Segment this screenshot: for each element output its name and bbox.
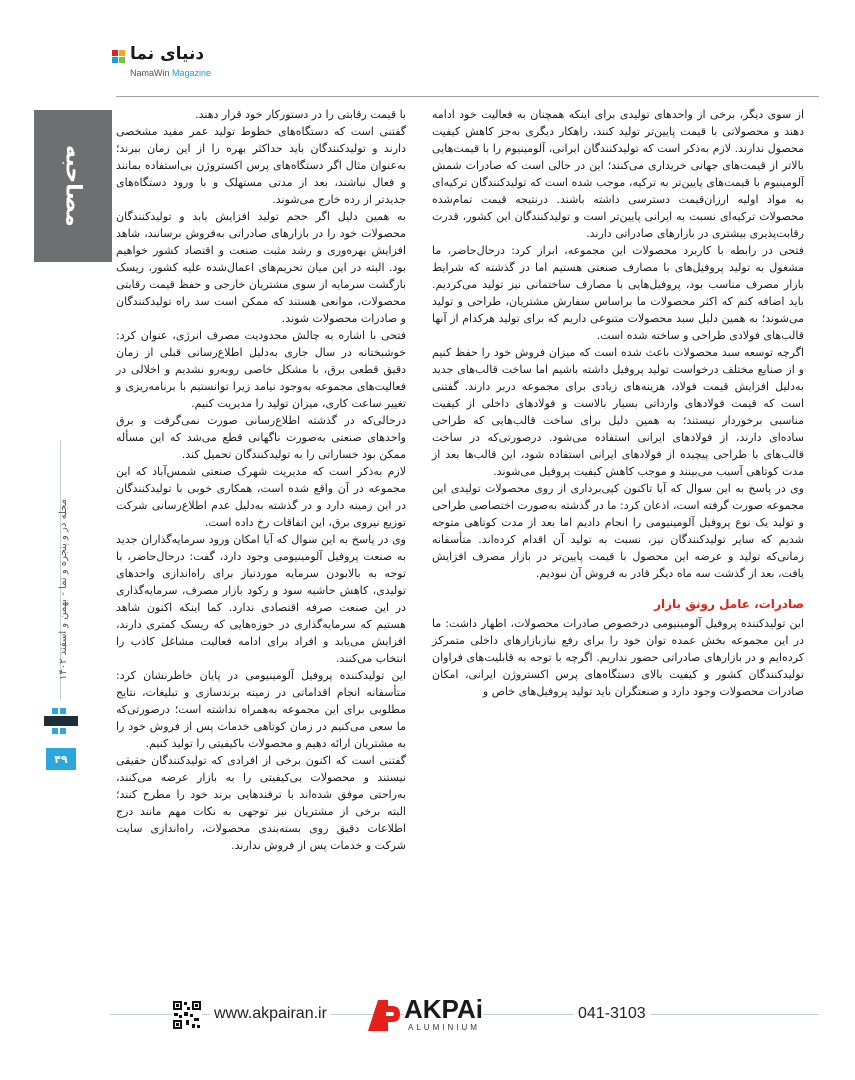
header-divider bbox=[116, 96, 819, 97]
section-tab bbox=[34, 110, 112, 262]
section-heading: صادرات، عامل رونق بازار bbox=[654, 597, 804, 611]
logo-subtitle: NamaWin Magazine bbox=[130, 68, 212, 78]
brand-name: AKPAi bbox=[404, 994, 483, 1024]
akpai-logo-icon bbox=[366, 998, 402, 1032]
paragraph: این تولیدکننده پروفیل آلومینیومی درخصوص صادرات محصولات، اظهار داشت: ما در این مجموعه بخش عمده توان خود را برای رفع نیازبازارهای داخلی متمرکز کرده‌ایم و در بازارهای صادراتی حضور نداریم. اگرچه با توجه به قابلیت‌های فراوان تولیدکنندگان کشور و کیفیت بالای دستگاه‌های پرس اکستروژن ایرانی، امکان صادرات محصولات وجود دارد و صنعتگران باید تولید پروفیل‌های خاص و bbox=[432, 617, 804, 698]
paragraph: اگرچه توسعه سبد محصولات باعث شده است که میزان فروش خود را حفظ کنیم و از صنایع مختلف درخواست تولید پروفیل داشته باشیم اما ساخت قالب‌های جدید به‌دلیل افزایش قیمت فولاد، هزینه‌های زیادی برای مجموعه دربر دارند. گفتنی است که قیمت فولادهای وارداتی بسیار بالاست و فولادهای داخلی از کیفیت مناسبی برخوردار نیستند؛ به همین دلیل برای ساخت قالب‌هایی که طراحی ساده‌ای دارند، از فولادهای ایرانی استفاده می‌شود. درصورتی‌که در ساخت قالب‌های با طراحی پیچیده از فولادهای ایرانی استفاده شود، این قالب‌ها بعد از مدت کوتاهی آسیب می‌بینند و موجب کاهش کیفیت پروفیل می‌شوند. bbox=[432, 346, 804, 478]
paragraph: از سوی دیگر، برخی از واحدهای تولیدی برای اینکه همچنان به فعالیت خود ادامه دهند و محصولاتی با قیمت پایین‌تر تولید کنند، راهکار دیگری به‌جز کاهش کیفیت محصول ندارند. لازم به‌ذکر است که تولیدکنندگان ایرانی، آلومینیوم را با قیمت‌هایی بالاتر از قیمت‌های جهانی خریداری می‌کنند؛ این در حالی است که صادرات شمش آلومینیوم با قیمت‌های پایین‌تر به ترکیه، موجب شده است که تولیدکنندگان ترکیه‌ای به مواد اولیه ارزان‌قیمت دسترسی داشته باشند. درنتیجه قیمت تمام‌شده محصولات ترکیه‌ای نسبت به ایرانی پایین‌تر است و تولیدکنندگان این کشور، قدرت رقابت‌پذیری بیشتری در بازارهای صادراتی دارند. bbox=[432, 108, 804, 240]
qr-code-icon bbox=[172, 1000, 202, 1030]
section-label: مصاحبه bbox=[60, 145, 86, 227]
article-column-right bbox=[432, 106, 804, 700]
paragraph: فتحی در رابطه با کاربرد محصولات این مجموعه، ابراز کرد: درحال‌حاضر، ما مشغول به تولید پروفیل‌های با مصارف صنعتی هستیم اما در گذشته که شرایط بازار مصرف مناسب بود، پروفیل‌هایی با مصارف ساختمانی نیز تولید می‌کردیم. باید اضافه کنم که اکثر محصولات ما براساس سفارش مشتریان، طراحی و تولید می‌شوند؛ به همین دلیل سبد محصولات متنوعی داریم که برای تولید هرکدام از آنها قالب‌های فولادی طراحی و ساخته شده است. bbox=[432, 244, 804, 342]
website-link[interactable]: www.akpairan.ir bbox=[210, 1005, 331, 1023]
magazine-badge-icon bbox=[44, 708, 78, 738]
paragraph: وی در پاسخ به این سوال که آیا تاکنون کپی‌برداری از روی محصولات تولیدی این مجموعه صورت گرفته است، اذعان کرد: ما در گذشته به‌صورت اختصاصی طراحی و تولید یک نوع پروفیل آلومینیومی را انجام دادیم اما بعد از مدت کوتاهی متوجه شدیم که سایر تولیدکنندگان نیز، نسبت به تولید آن اقدام کرده‌اند. متأسفانه زمانی‌که تولید و عرضه این محصول با قیمت پایین‌تر در بازار مصرف افزایش یافت، بعد از گذشت سه ماه دیگر قادر به فروش آن نبودیم. bbox=[432, 482, 804, 580]
paragraph: لازم به‌ذکر است که مدیریت شهرک صنعتی شمس‌آباد که این مجموعه در آن واقع شده است، همکاری خوبی با تولیدکنندگان در این زمینه دارد و در گذشته به‌دلیل عدم اطلاع‌رسانی شرکت توزیع نیروی برق، این اتفاقات رخ داده است. bbox=[116, 465, 406, 529]
brand-subtitle: ALUMINIUM bbox=[408, 1023, 480, 1032]
paragraph: گفتنی است که اکنون برخی از افرادی که تولیدکنندگان حقیقی نیستند و محصولات بی‌کیفیتی را به بازار عرضه می‌کنند، به‌راحتی موفق شده‌اند با ترفندهایی برند خود را مطرح کنند؛ البته برخی از مشتریان نیز توجهی به نکات مهم مانند درج اطلاعات دقیق روی بسته‌بندی محصولات، راه‌اندازی سایت شرکت و خدمات پس از فروش ندارند. bbox=[116, 754, 406, 852]
paragraph: با قیمت رقابتی را در دستورکار خود قرار دهند. bbox=[195, 108, 406, 121]
logo-mark-icon bbox=[112, 50, 126, 64]
phone-number: 041-3103 bbox=[574, 1005, 650, 1023]
magazine-logo bbox=[112, 44, 222, 90]
article-column-left bbox=[116, 106, 406, 854]
issue-line: مجله در و پنجره و نما - بهمن و اسفند ۱۴۰۲ bbox=[57, 499, 69, 681]
paragraph: فتحی با اشاره به چالش محدودیت مصرف انرژی، عنوان کرد: خوشبختانه در سال جاری به‌دلیل اطلاع‌رسانی قبلی از زمان دقیق قطعی برق، با مشکل خاصی روبه‌رو نشدیم و اخلالی در فعالیت‌های مجموعه به‌وجود نیامد زیرا توانستیم با برنامه‌ریزی و تغییر ساعت کاری، میزان تولید را مدیریت کنیم. bbox=[116, 329, 406, 410]
page-number: ۴۹ bbox=[46, 748, 76, 770]
paragraph: این تولیدکننده پروفیل آلومینیومی در پایان خاطرنشان کرد: متأسفانه انجام اقداماتی در زمینه برندسازی و تبلیغات، نتایج مطلوبی برای این مجموعه به‌همراه نداشته است؛ درصورتی‌که ما سعی می‌کنیم در زمان کوتاهی خدمات پس از فروش خود را به مشتریان ارائه دهیم و محصولات باکیفیتی را تولید کنیم. bbox=[116, 669, 406, 750]
logo-name: دنیای نما bbox=[130, 44, 205, 64]
paragraph: گفتنی است که دستگاه‌های خطوط تولید عمر مفید مشخصی دارند و تولیدکنندگان باید حداکثر بهره را از این زمان ببرند؛ به‌عنوان مثال اگر دستگاه‌های پرس اکستروژن بی‌استفاده بمانند و فعال نباشند، بعد از مدتی مستهلک و با ورود دستگاه‌های جدیدتر از رده خارج می‌شوند. bbox=[116, 125, 406, 206]
paragraph: درحالی‌که در گذشته اطلاع‌رسانی صورت نمی‌گرفت و برق واحدهای صنعتی به‌صورت ناگهانی قطع می‌شد که این مسأله ممکن بود خساراتی را به تولیدکنندگان تحمیل کند. bbox=[116, 414, 406, 461]
paragraph: به همین دلیل اگر حجم تولید افزایش یابد و تولیدکنندگان محصولات خود را در بازارهای صادراتی به‌فروش برسانند، شاهد افزایش بهره‌وری و رشد مثبت صنعت و اقتصاد کشور خواهیم بود. البته در این میان تحریم‌های اعمال‌شده علیه کشور، ریسک بازگشت سرمایه از سوی مشتریان خارجی و حفظ قیمت رقابتی محصولات، موانعی هستند که ممکن است سد راه تولیدکنندگان و صادرات محصولات شوند. bbox=[116, 210, 406, 325]
paragraph: وی در پاسخ به این سوال که آیا امکان ورود سرمایه‌گذاران جدید به صنعت پروفیل آلومینیومی وجود دارد، گفت: درحال‌حاضر، با توجه به بالابودن سرمایه موردنیاز برای راه‌اندازی واحدهای تولیدی، کاهش حاشیه سود و رکود بازار مصرف، سرمایه‌گذاری در این صنعت صرفه اقتصادی ندارد. کما اینکه اکنون شاهد هستیم که سرمایه‌گذاری در حوزه‌هایی که ریسک کمتری دارند، افزایش می‌یابد و افراد برای ادامه فعالیت مشاغل کاذب را انتخاب می‌کنند. bbox=[116, 533, 406, 665]
